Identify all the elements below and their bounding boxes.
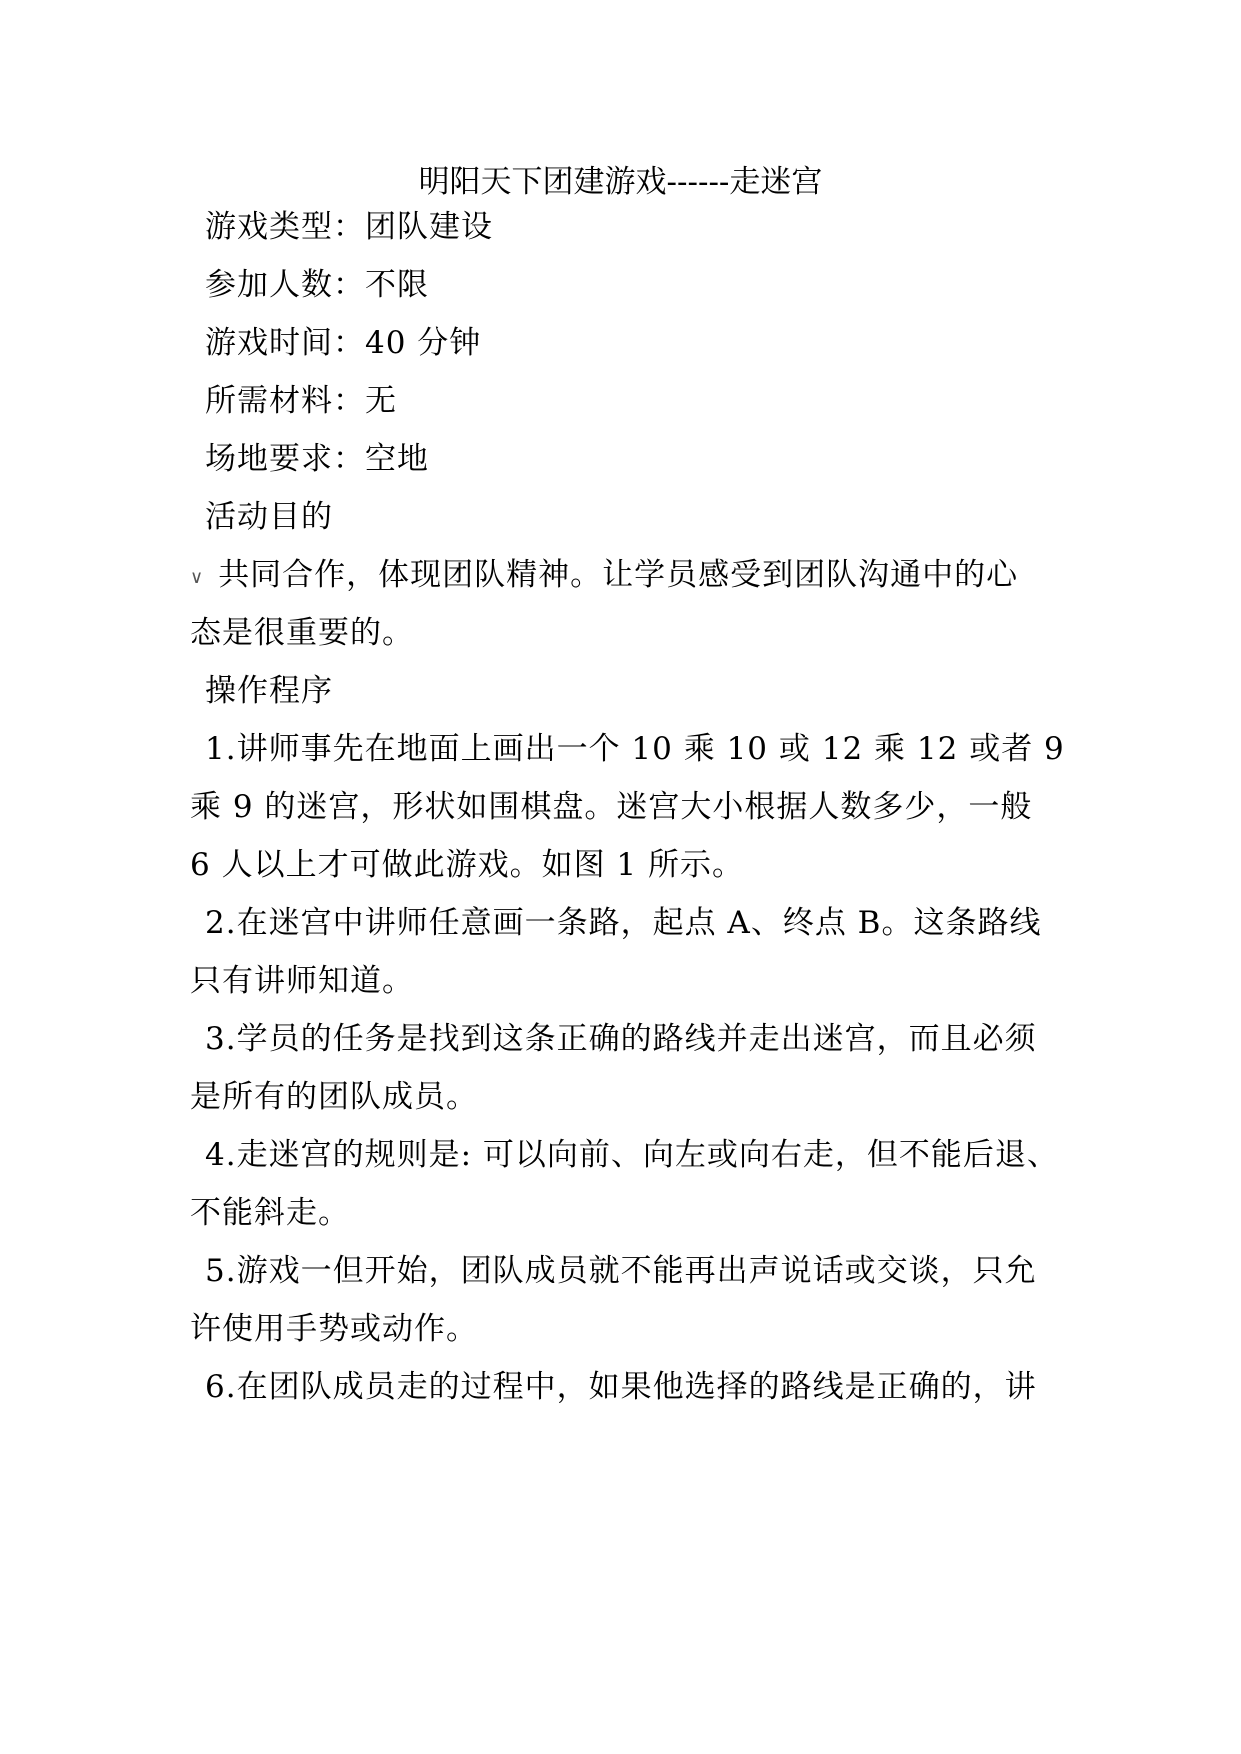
procedure-line: 乘 9 的迷宫，形状如围棋盘。迷宫大小根据人数多少，一般 [190, 789, 1033, 825]
procedure-line: 许使用手势或动作。 [190, 1311, 478, 1347]
meta-venue: 场地要求：空地 [205, 441, 429, 477]
purpose-bullet-item [190, 553, 1060, 600]
procedure-line: 5.游戏一但开始，团队成员就不能再出声说话或交谈，只允 [205, 1253, 1037, 1289]
meta-duration: 游戏时间：40 分钟 [205, 325, 482, 361]
procedure-heading: 操作程序 [205, 673, 333, 709]
purpose-line-2: 态是很重要的。 [190, 615, 414, 651]
procedure-line: 6.在团队成员走的过程中，如果他选择的路线是正确的，讲 [205, 1369, 1037, 1405]
procedure-line: 2.在迷宫中讲师任意画一条路，起点 A、终点 B。这条路线 [205, 905, 1042, 941]
purpose-line-1: 共同合作，体现团队精神。让学员感受到团队沟通中的心 [218, 557, 1019, 593]
procedure-line: 1.讲师事先在地面上画出一个 10 乘 10 或 12 乘 12 或者 9 [205, 731, 1065, 767]
checkmark-icon: ∨ [190, 567, 205, 588]
purpose-heading: 活动目的 [205, 499, 333, 535]
meta-participants: 参加人数：不限 [205, 267, 429, 303]
procedure-line: 不能斜走。 [190, 1195, 350, 1231]
procedure-line: 只有讲师知道。 [190, 963, 414, 999]
procedure-line: 3.学员的任务是找到这条正确的路线并走出迷宫，而且必须 [205, 1021, 1037, 1057]
procedure-line: 4.走迷宫的规则是: 可以向前、向左或向右走，但不能后退、 [205, 1137, 1059, 1173]
meta-materials: 所需材料：无 [205, 383, 397, 419]
document-title: 明阳天下团建游戏------走迷宫 [418, 164, 823, 200]
meta-game-type: 游戏类型：团队建设 [205, 209, 493, 245]
procedure-line: 6 人以上才可做此游戏。如图 1 所示。 [190, 847, 745, 883]
procedure-line: 是所有的团队成员。 [190, 1079, 478, 1115]
